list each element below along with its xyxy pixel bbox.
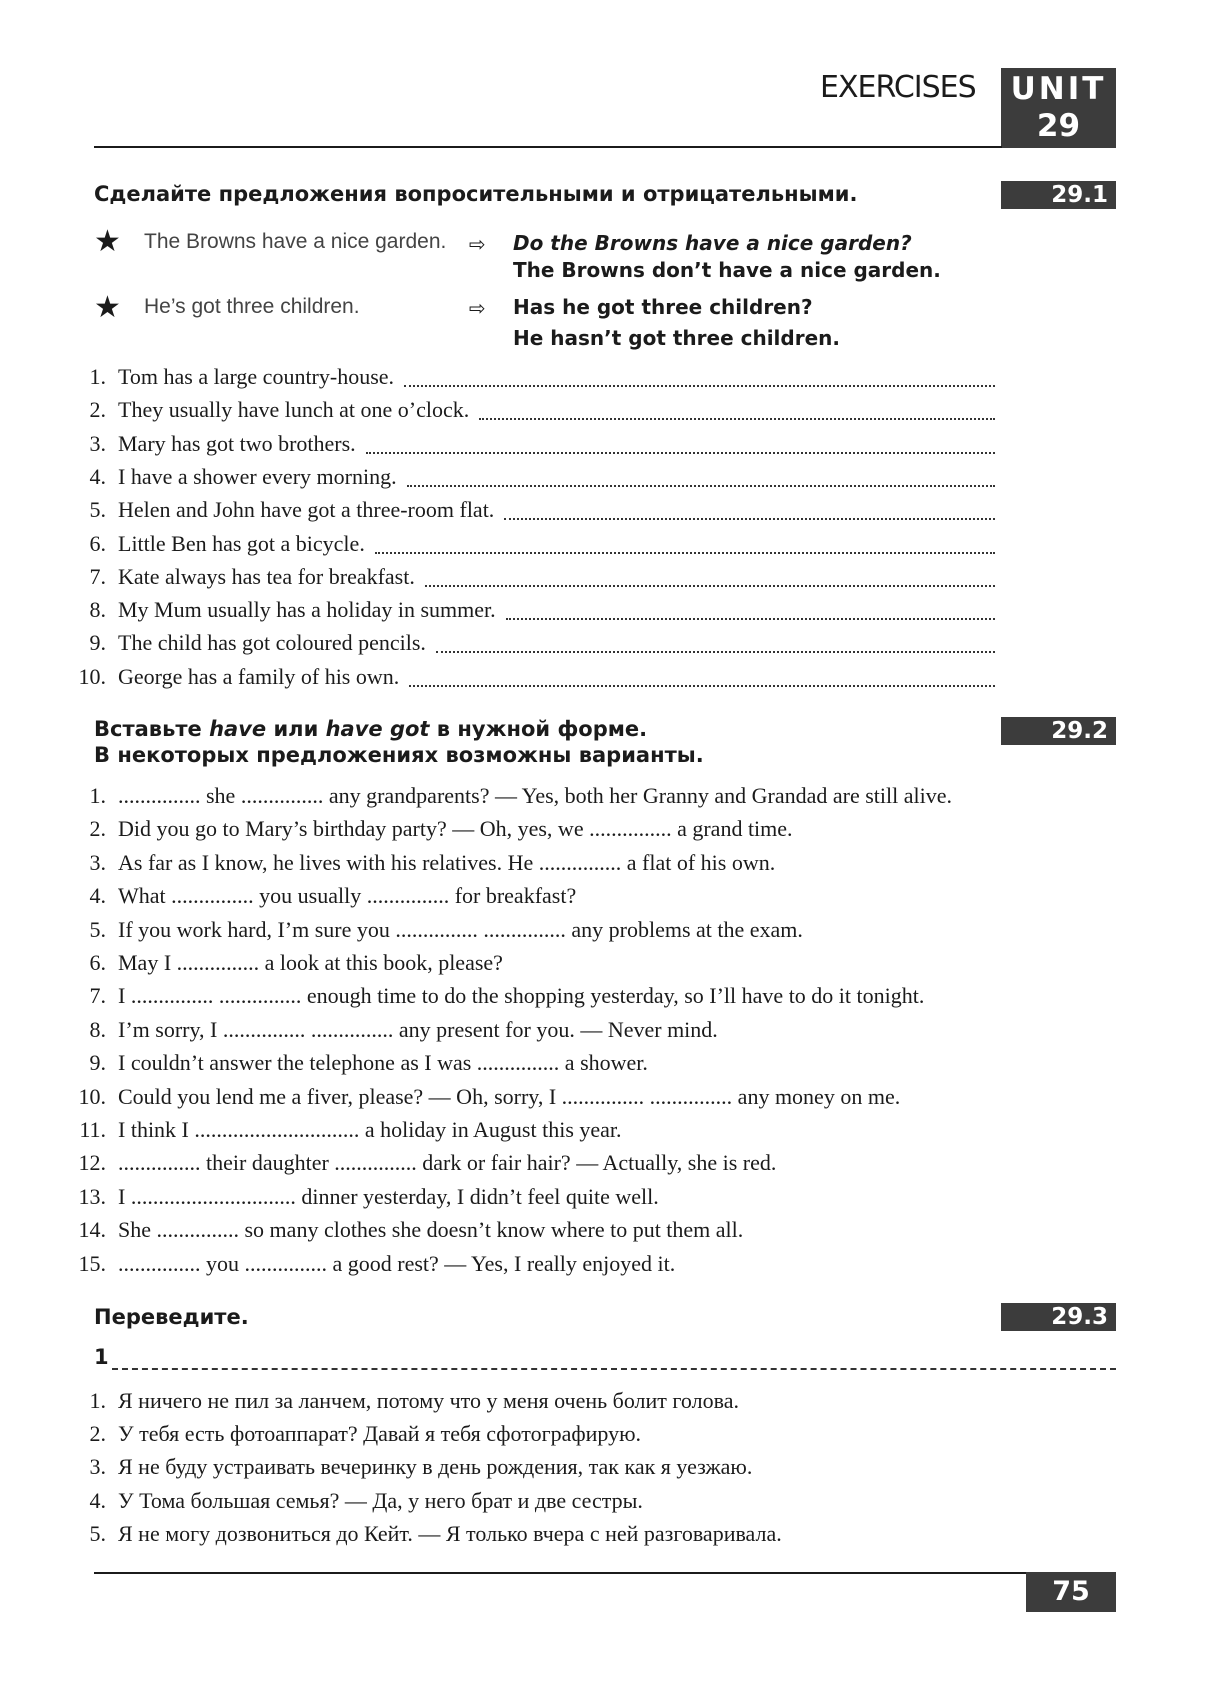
list-item <box>70 1250 1120 1278</box>
item-text: What ............... you usually ............... for breakfast? <box>118 883 577 909</box>
item-number: 4. <box>89 883 106 909</box>
answer-dotted-line <box>409 685 995 687</box>
item-number: 6. <box>89 950 106 975</box>
list-item <box>70 1149 1120 1177</box>
item-text: Kate always has tea for breakfast. <box>118 563 415 589</box>
item-number: 3. <box>89 430 106 456</box>
item-text: I think I .............................. a holiday in August this year. <box>118 1117 622 1142</box>
item-number: 15. <box>78 1250 106 1276</box>
list-item <box>70 1016 1120 1044</box>
item-number: 4. <box>89 463 106 489</box>
item-number: 3. <box>89 849 106 875</box>
answer-dotted-line <box>425 585 995 587</box>
item-number: 2. <box>89 1421 106 1447</box>
section-2-title-pre: Вставьте <box>94 717 210 741</box>
list-item <box>70 496 1120 524</box>
item-number: 5. <box>89 1520 106 1546</box>
item-number: 6. <box>89 530 106 556</box>
list-item <box>70 849 1120 877</box>
section-3-dash-rule <box>112 1368 1116 1370</box>
answer-dotted-line <box>479 418 995 420</box>
item-number: 9. <box>89 630 106 656</box>
list-item <box>70 1487 1120 1515</box>
item-text: Я не буду устраивать вечеринку в день рождения, так как я уезжаю. <box>118 1454 753 1480</box>
item-text: Helen and John have got a three-room flat. <box>118 497 495 523</box>
item-text: She ............... so many clothes she doesn’t know where to put them all. <box>118 1217 744 1243</box>
item-number: 1. <box>89 364 106 389</box>
list-item <box>70 1049 1120 1077</box>
item-text: ............... she ............... any grandparents? — Yes, both her Granny and Grandad are still alive. <box>118 783 952 808</box>
item-text: Could you lend me a fiver, please? — Oh, sorry, I ............... ............... any money on me. <box>118 1083 901 1109</box>
list-item <box>70 982 1120 1010</box>
list-item <box>70 1216 1120 1244</box>
list-item <box>70 363 1120 391</box>
unit-label: UNIT <box>1010 71 1107 107</box>
item-number: 2. <box>89 397 106 423</box>
unit-badge <box>1001 68 1116 148</box>
list-item <box>70 782 1120 810</box>
item-number: 9. <box>89 1050 106 1076</box>
section-2-title <box>94 716 647 743</box>
answer-dotted-line <box>375 552 995 554</box>
section-2-title-post: в нужной форме. <box>429 717 648 741</box>
item-text: I’m sorry, I ............... ............... any present for you. — Never mind. <box>118 1016 718 1042</box>
item-number: 4. <box>89 1487 106 1513</box>
footer-rule <box>94 1572 1028 1574</box>
item-text: Did you go to Mary’s birthday party? — Oh, yes, we ............... a grand time. <box>118 816 793 842</box>
list-item <box>70 916 1120 944</box>
item-number: 13. <box>78 1183 106 1209</box>
example-2-question: Has he got three children? <box>513 295 813 319</box>
section-2-subtitle: В некоторых предложениях возможны варианты. <box>94 743 704 767</box>
star-icon: ★ <box>94 225 121 258</box>
item-text: I couldn’t answer the telephone as I was ............... a shower. <box>118 1050 648 1076</box>
item-text: Tom has a large country-house. <box>118 364 395 389</box>
section-3-sub-label: 1 <box>94 1345 109 1369</box>
section-1-title: Сделайте предложения вопросительными и отрицательными. <box>94 182 858 206</box>
list-item <box>70 430 1120 458</box>
list-item <box>70 1183 1120 1211</box>
item-number: 8. <box>89 597 106 623</box>
item-text: George has a family of his own. <box>118 663 400 689</box>
list-item <box>70 1116 1120 1144</box>
item-number: 1. <box>89 783 106 808</box>
item-number: 3. <box>89 1454 106 1480</box>
item-text: They usually have lunch at one o’clock. <box>118 397 470 423</box>
item-number: 5. <box>89 497 106 523</box>
list-item <box>70 1387 1120 1415</box>
item-number: 10. <box>78 663 106 689</box>
list-item <box>70 815 1120 843</box>
list-item <box>70 530 1120 558</box>
answer-dotted-line <box>506 618 995 620</box>
list-item <box>70 629 1120 657</box>
list-item <box>70 663 1120 691</box>
item-text: As far as I know, he lives with his relatives. He ............... a flat of his own. <box>118 849 776 875</box>
list-item <box>70 949 1120 977</box>
item-text: If you work hard, I’m sure you ............... ............... any problems at the exam. <box>118 916 803 942</box>
item-number: 10. <box>78 1083 106 1109</box>
section-1-badge: 29.1 <box>1001 181 1116 209</box>
item-number: 8. <box>89 1016 106 1042</box>
item-number: 7. <box>89 563 106 589</box>
unit-number: 29 <box>1036 108 1081 144</box>
exercises-title: EXERCISES <box>820 70 976 105</box>
answer-dotted-line <box>504 518 995 520</box>
item-number: 5. <box>89 916 106 942</box>
section-2-title-have: have <box>209 717 267 741</box>
header-rule <box>94 146 1002 148</box>
item-text: Mary has got two brothers. <box>118 430 356 456</box>
item-text: The child has got coloured pencils. <box>118 630 426 656</box>
item-text: У Тома большая семья? — Да, у него брат и две сестры. <box>118 1487 643 1513</box>
answer-dotted-line <box>407 485 995 487</box>
item-text: I ............... ............... enough time to do the shopping yesterday, so I’ll have to do it tonight. <box>118 983 925 1009</box>
arrow-right-icon: ⇨ <box>469 296 486 320</box>
item-text: May I ............... a look at this book, please? <box>118 950 503 975</box>
list-item <box>70 396 1120 424</box>
list-item <box>70 596 1120 624</box>
section-2-title-have-got: have got <box>325 717 430 741</box>
item-number: 14. <box>78 1217 106 1243</box>
example-2-source: He’s got three children. <box>144 295 360 318</box>
item-text: У тебя есть фотоаппарат? Давай я тебя сфотографирую. <box>118 1421 642 1447</box>
list-item <box>70 1420 1120 1448</box>
section-3-badge: 29.3 <box>1001 1303 1116 1331</box>
section-3-title: Переведите. <box>94 1305 249 1329</box>
list-item <box>70 563 1120 591</box>
item-number: 12. <box>78 1150 106 1176</box>
item-number: 7. <box>89 983 106 1009</box>
list-item <box>70 1453 1120 1481</box>
item-number: 1. <box>89 1388 106 1413</box>
item-text: Я ничего не пил за ланчем, потому что у меня очень болит голова. <box>118 1388 739 1413</box>
section-2-badge: 29.2 <box>1001 717 1116 745</box>
list-item <box>70 882 1120 910</box>
page-number: 75 <box>1026 1572 1116 1612</box>
answer-dotted-line <box>404 385 995 387</box>
example-1-source: The Browns have a nice garden. <box>144 230 447 253</box>
example-2-negative: He hasn’t got three children. <box>513 326 840 350</box>
item-text: My Mum usually has a holiday in summer. <box>118 597 496 623</box>
answer-dotted-line <box>436 651 995 653</box>
answer-dotted-line <box>366 452 995 454</box>
item-number: 2. <box>89 816 106 842</box>
item-number: 11. <box>79 1117 106 1142</box>
example-1-negative: The Browns don’t have a nice garden. <box>513 258 941 282</box>
item-text: I have a shower every morning. <box>118 463 397 489</box>
section-2-title-mid: или <box>266 717 326 741</box>
item-text: ............... you ............... a good rest? — Yes, I really enjoyed it. <box>118 1250 676 1276</box>
arrow-right-icon: ⇨ <box>469 232 486 256</box>
example-1-question: Do the Browns have a nice garden? <box>513 231 912 255</box>
list-item <box>70 1083 1120 1111</box>
item-text: Я не могу дозвониться до Кейт. — Я только вчера с ней разговаривала. <box>118 1520 782 1546</box>
list-item <box>70 463 1120 491</box>
item-text: I .............................. dinner yesterday, I didn’t feel quite well. <box>118 1183 659 1209</box>
item-text: Little Ben has got a bicycle. <box>118 530 365 556</box>
item-text: ............... their daughter ............... dark or fair hair? — Actually, she is red. <box>118 1150 777 1176</box>
list-item <box>70 1520 1120 1548</box>
star-icon: ★ <box>94 291 121 324</box>
